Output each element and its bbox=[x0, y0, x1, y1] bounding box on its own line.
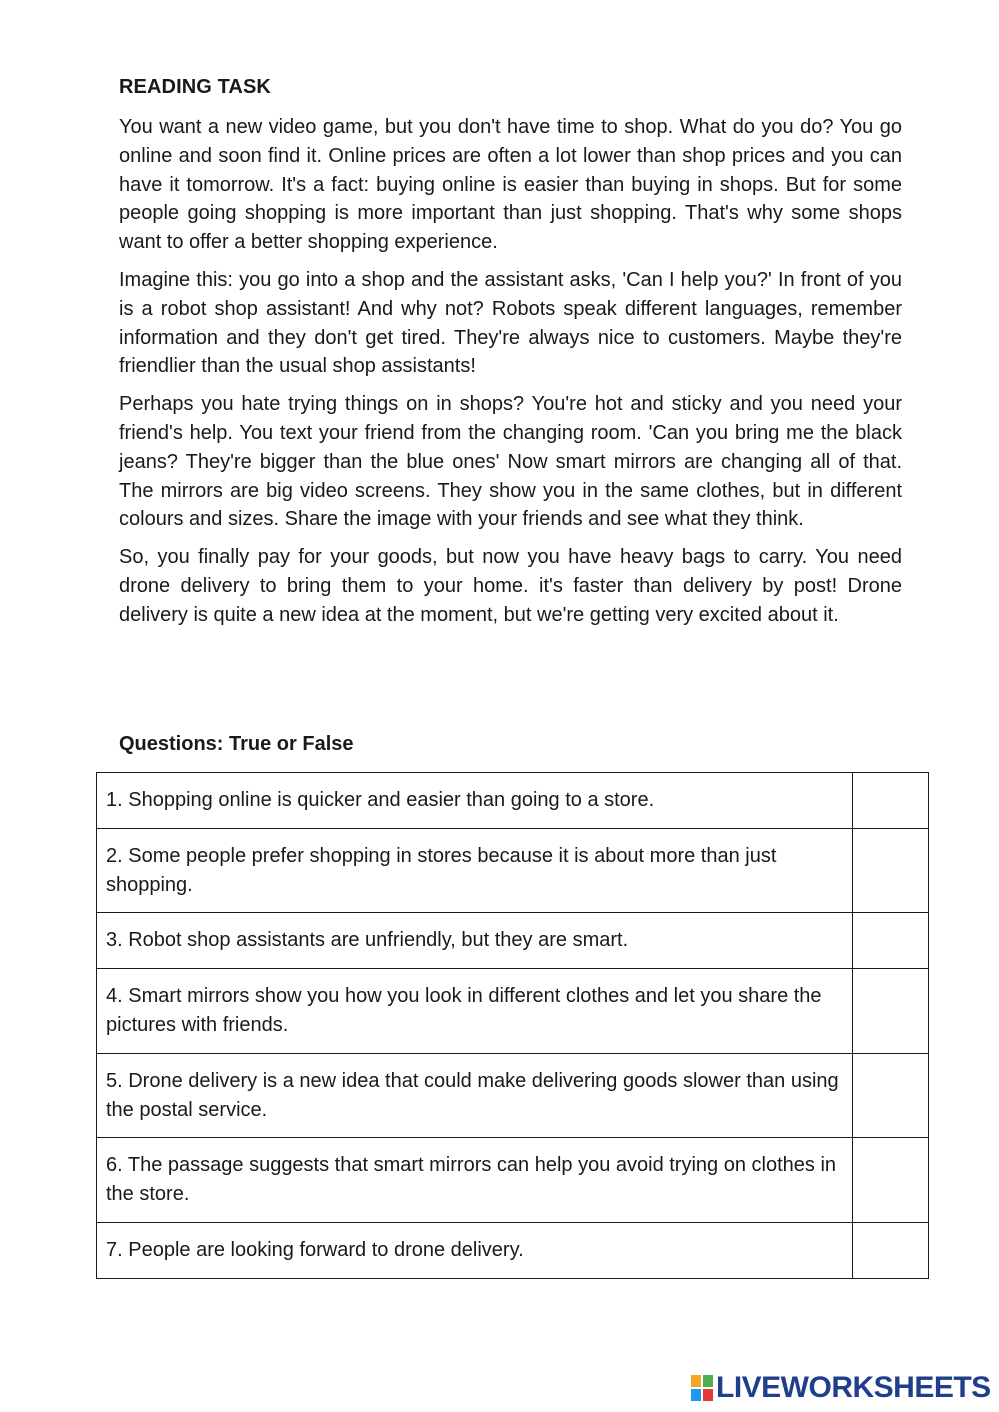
question-text: 2. Some people prefer shopping in stores because it is about more than just shopping. bbox=[97, 828, 853, 913]
passage-paragraph: So, you finally pay for your goods, but now you have heavy bags to carry. You need drone delivery to bring them to your home. it's faster than delivery by post! Drone delivery is quite a new idea at the moment, but we're getting very excited about it. bbox=[119, 546, 902, 626]
page-title: READING TASK bbox=[119, 76, 271, 98]
answer-box[interactable] bbox=[853, 1222, 929, 1278]
passage-paragraph: Imagine this: you go into a shop and the assistant asks, 'Can I help you?' In front of you is a robot shop assistant! And why not? Robots speak different languages, remember information and they don't get tired. They're always nice to customers. Maybe they're friendlier than the usual shop assistants! bbox=[119, 268, 902, 378]
answer-box[interactable] bbox=[853, 1053, 929, 1138]
table-row bbox=[97, 969, 929, 1054]
table-row bbox=[97, 828, 929, 913]
answer-box[interactable] bbox=[853, 773, 929, 829]
answer-box[interactable] bbox=[853, 969, 929, 1054]
liveworksheets-logo-icon bbox=[691, 1375, 713, 1401]
answer-box[interactable] bbox=[853, 828, 929, 913]
table-row bbox=[97, 1222, 929, 1278]
question-text: 5. Drone delivery is a new idea that could make delivering goods slower than using the postal service. bbox=[97, 1053, 853, 1138]
passage-paragraph: Perhaps you hate trying things on in shops? You're hot and sticky and you need your friend's help. You text your friend from the changing room. 'Can you bring me the black jeans? They're bigger than the blue ones' Now smart mirrors are changing all of that. The mirrors are big video screens. They show you in the same clothes, but in different colours and sizes. Share the image with your friends and see what they think. bbox=[119, 393, 902, 531]
table-row bbox=[97, 1138, 929, 1223]
answer-box[interactable] bbox=[853, 1138, 929, 1223]
question-text: 1. Shopping online is quicker and easier than going to a store. bbox=[97, 773, 853, 829]
passage-paragraph: You want a new video game, but you don't have time to shop. What do you do? You go online and soon find it. Online prices are often a lot lower than shop prices and you can have it tomorrow. It's a fact: buying online is easier than buying in shops. But for some people going shopping is more important than just shopping. That's why some shops want to offer a better shopping experience. bbox=[119, 116, 902, 254]
reading-passage bbox=[119, 113, 902, 639]
true-false-table bbox=[96, 772, 929, 1279]
question-text: 3. Robot shop assistants are unfriendly, but they are smart. bbox=[97, 913, 853, 969]
logo-text: LIVEWORKSHEETS bbox=[716, 1371, 991, 1404]
table-row bbox=[97, 1053, 929, 1138]
question-text: 4. Smart mirrors show you how you look in different clothes and let you share the pictures with friends. bbox=[97, 969, 853, 1054]
question-text: 6. The passage suggests that smart mirrors can help you avoid trying on clothes in the store. bbox=[97, 1138, 853, 1223]
table-row bbox=[97, 913, 929, 969]
answer-box[interactable] bbox=[853, 913, 929, 969]
table-row bbox=[97, 773, 929, 829]
question-text: 7. People are looking forward to drone delivery. bbox=[97, 1222, 853, 1278]
liveworksheets-logo[interactable] bbox=[691, 1372, 991, 1404]
questions-heading: Questions: True or False bbox=[119, 733, 354, 755]
